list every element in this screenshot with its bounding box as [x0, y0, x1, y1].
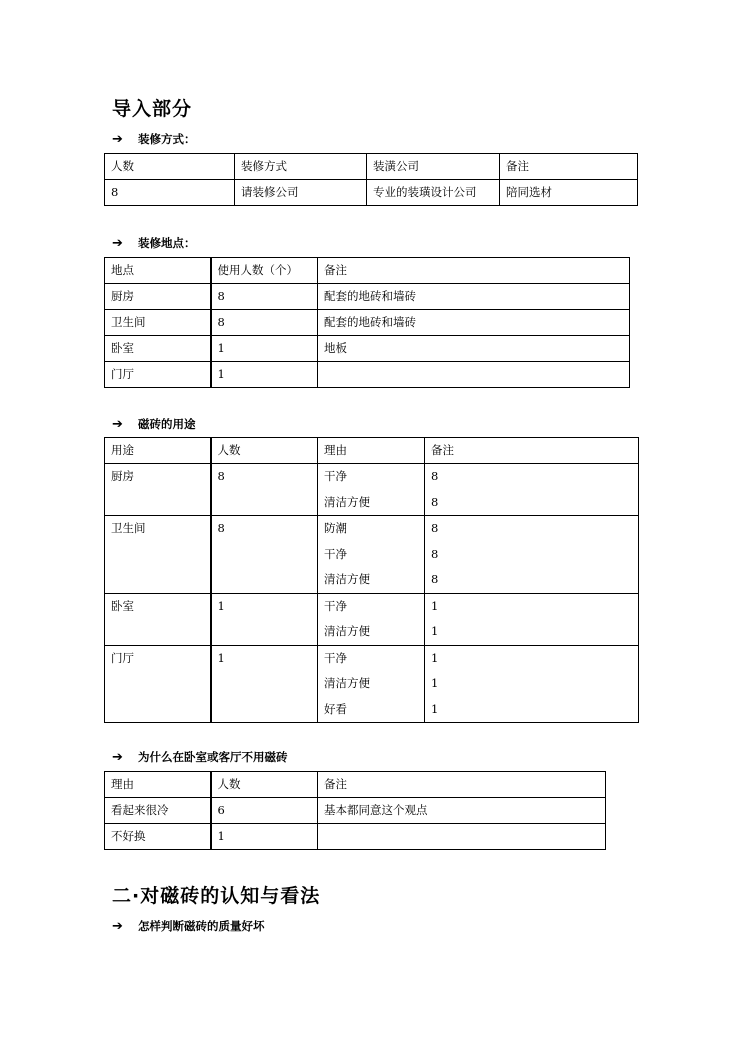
- table-cell: 8: [211, 516, 318, 594]
- table-why-not-tiles: [104, 771, 606, 850]
- table-cell: 8: [211, 310, 318, 336]
- arrow-icon: ➔: [112, 416, 123, 432]
- table-cell: 地板: [318, 336, 630, 362]
- header-cell: 备注: [318, 772, 606, 798]
- note-line: 1: [431, 624, 439, 638]
- table-row: [105, 798, 606, 824]
- reason-line: 干净: [324, 546, 347, 561]
- table-cell: [318, 464, 425, 516]
- table-header-row: [105, 154, 638, 180]
- section-title-tile-perception: 二·对磁砖的认知与看法: [112, 885, 321, 907]
- table-cell: 专业的装璜设计公司: [367, 180, 500, 206]
- header-cell: 备注: [318, 258, 630, 284]
- table-cell: 1: [211, 645, 318, 723]
- table-cell: 卫生间: [105, 310, 211, 336]
- table-cell: 6: [211, 798, 318, 824]
- header-cell: 人数: [211, 438, 318, 464]
- table-cell: [425, 464, 639, 516]
- header-cell: 使用人数（个）: [211, 258, 318, 284]
- table-cell: [318, 516, 425, 594]
- header-cell: 装修方式: [235, 154, 367, 180]
- table-cell: 1: [211, 824, 318, 850]
- arrow-icon: ➔: [112, 131, 123, 147]
- reason-line: 清洁方便: [324, 572, 370, 586]
- note-line: 8: [431, 494, 439, 509]
- table-cell: 8: [105, 180, 235, 206]
- table-cell: 配套的地砖和墙砖: [318, 310, 630, 336]
- table-header-row: [105, 258, 630, 284]
- bullet-label: 装修方式：: [138, 132, 196, 146]
- table-row: [105, 362, 630, 388]
- header-cell: 装潢公司: [367, 154, 500, 180]
- note-line: 8: [431, 546, 439, 561]
- arrow-icon: ➔: [112, 235, 123, 251]
- table-cell: [318, 362, 630, 388]
- table-cell: 门厅: [105, 645, 211, 723]
- header-cell: 人数: [105, 154, 235, 180]
- reason-line: 干净: [324, 650, 347, 665]
- bullet-tile-usage: [112, 416, 196, 432]
- table-cell: 门厅: [105, 362, 211, 388]
- table-cell: 卧室: [105, 593, 211, 645]
- table-cell: 卫生间: [105, 516, 211, 594]
- table-cell: 卧室: [105, 336, 211, 362]
- table-cell: 请装修公司: [235, 180, 367, 206]
- reason-line: 清洁方便: [324, 624, 370, 638]
- table-header-row: [105, 772, 606, 798]
- table-cell: [425, 593, 639, 645]
- bullet-decoration-method: [112, 131, 196, 147]
- table-cell: [425, 645, 639, 723]
- table-cell: 8: [211, 284, 318, 310]
- reason-line: 好看: [324, 701, 347, 716]
- table-cell: 厨房: [105, 464, 211, 516]
- reason-line: 干净: [324, 598, 347, 613]
- table-cell: 厨房: [105, 284, 211, 310]
- header-cell: 地点: [105, 258, 211, 284]
- table-cell: 1: [211, 593, 318, 645]
- bullet-label: 为什么在卧室或客厅不用磁砖: [138, 750, 288, 764]
- note-line: 1: [431, 701, 439, 716]
- bullet-judge-quality: [112, 918, 265, 934]
- table-cell: [318, 645, 425, 723]
- note-line: 1: [431, 676, 439, 690]
- header-cell: 备注: [425, 438, 639, 464]
- table-row: [105, 593, 639, 645]
- table-cell: [318, 824, 606, 850]
- header-cell: 理由: [318, 438, 425, 464]
- header-cell: 理由: [105, 772, 211, 798]
- reason-line: 清洁方便: [324, 676, 370, 690]
- note-line: 1: [431, 650, 439, 665]
- bullet-decoration-location: [112, 235, 196, 251]
- table-row: [105, 284, 630, 310]
- bullet-label: 装修地点：: [138, 236, 196, 250]
- bullet-why-not-tiles: [112, 749, 288, 765]
- table-row: [105, 824, 606, 850]
- reason-line: 干净: [324, 469, 347, 483]
- note-line: 8: [431, 521, 439, 535]
- reason-line: 防潮: [324, 521, 347, 535]
- table-cell: 看起来很冷: [105, 798, 211, 824]
- arrow-icon: ➔: [112, 749, 123, 765]
- table-cell: 陪同选材: [500, 180, 638, 206]
- table-cell: 配套的地砖和墙砖: [318, 284, 630, 310]
- table-cell: [425, 516, 639, 594]
- table-tile-usage: [104, 437, 639, 723]
- table-row: [105, 645, 639, 723]
- table-decoration-location: [104, 257, 630, 388]
- table-cell: 基本都同意这个观点: [318, 798, 606, 824]
- bullet-label: 怎样判断磁砖的质量好坏: [138, 919, 265, 933]
- header-cell: 用途: [105, 438, 211, 464]
- table-cell: 1: [211, 362, 318, 388]
- table-cell: 1: [211, 336, 318, 362]
- table-row: [105, 336, 630, 362]
- table-header-row: [105, 438, 639, 464]
- section-title-intro: 导入部分: [112, 98, 193, 120]
- header-cell: 人数: [211, 772, 318, 798]
- header-cell: 备注: [500, 154, 638, 180]
- table-row: [105, 516, 639, 594]
- table-row: [105, 464, 639, 516]
- note-line: 8: [431, 572, 439, 586]
- reason-line: 清洁方便: [324, 494, 370, 509]
- table-cell: [318, 593, 425, 645]
- table-row: [105, 310, 630, 336]
- arrow-icon: ➔: [112, 918, 123, 934]
- table-row: [105, 180, 638, 206]
- bullet-label: 磁砖的用途: [138, 417, 196, 431]
- table-cell: 不好换: [105, 824, 211, 850]
- table-cell: 8: [211, 464, 318, 516]
- note-line: 1: [431, 598, 439, 613]
- note-line: 8: [431, 469, 439, 483]
- table-decoration-method: [104, 153, 638, 206]
